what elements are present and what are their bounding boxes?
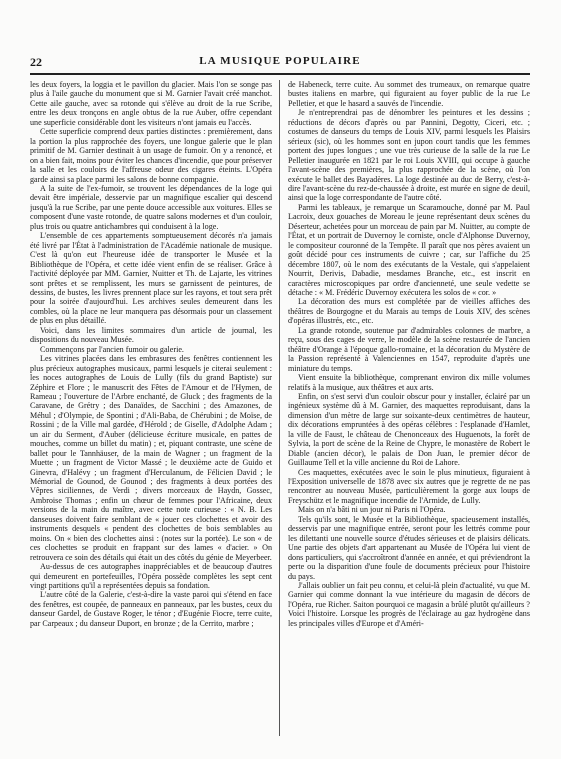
paragraph: Au-dessus de ces autographes inappréciables et de beaucoup d'autres qui demeurent en portefeuilles, l'Opéra possède complètes les sept cent vingt partitions qu'il a représentées depuis sa fondation. <box>30 562 272 591</box>
paragraph: Vient ensuite la bibliothèque, comprenant environ dix mille volumes relatifs à la musique, aux théâtres et aux arts. <box>288 373 530 392</box>
paragraph: La grande rotonde, soutenue par d'admirables colonnes de marbre, a reçu, sous des cages de verre, le modèle de la scène restaurée de l'ancien théâtre d'Orange à l'époque gallo-romaine, et la décoration du Mystère de la Passion représenté à Valenciennes en 1547, reproduite d'après une miniature du temps. <box>288 325 530 373</box>
paragraph: Parmi les tableaux, je remarque un Scaramouche, donné par M. Paul Lacroix, deux gouaches de Moreau le jeune représentant deux scènes du Déserteur, achetées pour un morceau de pain par M. Nuitter, au compte de l'État, et un portrait de Duvernoy le corniste, oncle d'Alphonse Duvernoy, le compositeur couronné de la Tempête. Il paraît que nos pères avaient un goût décidé pour ces instruments de cuivre ; car, sur l'affiche du 25 décembre 1807, où le nom des exécutants de la Vestale, qui s'appelaient Nourrit, Derivis, Dabadie, mesdames Branche, etc., est inscrit en caractères microscopiques par ordre d'ancienneté, une seule vedette se détache : « M. Frédéric Duvernoy exécutera les solos de « cor. » <box>288 202 530 297</box>
paragraph: Je n'entreprendrai pas de dénombrer les peintures et les dessins ; réductions de décors d'après ou par Pannini, Degotty, Ciceri, etc. ; costumes de danseurs du temps de Louis XIV, parmi lesquels les Plaisirs sérieux (sic), où les hommes sont en jupon court tandis que les femmes portent des jupes longues ; une vue très curieuse de la salle de la rue Le Pelletier inaugurée en 1821 par le roi Louis XVIII, qui occupe à gauche l'avant-scène des premières, la plus rapprochée de la scène, où l'on exécute le ballet des Bayadères. La loge destinée au duc de Berry, c'est-à-dire l'avant-scène du rez-de-chaussée à droite, est murée en signe de deuil, ainsi que la loge correspondante de l'autre côté. <box>288 108 530 203</box>
paragraph: A la suite de l'ex-fumoir, se trouvent les dépendances de la loge qui devait être impériale, desservie par un magnifique escalier qui descend jusqu'à la rue Scribe, par une pente douce accessible aux voitures. Elles se composent d'une vaste rotonde, de quatre salons modernes et d'un couloir, plus trois ou quatre antichambres qui conduisent à la loge. <box>30 183 272 231</box>
paragraph: J'allais oublier un fait peu connu, et celui-là plein d'actualité, vu que M. Garnier qui comme donnant la vue intérieure du magasin de décors de l'Opéra, rue Richer. Saiton pourquoi ce magasin a brûlé plutôt qu'ailleurs ? Voici l'histoire. Lorsque les progrès de l'éclairage au gaz hydrogène dans les principales villes d'Europe et d'Améri- <box>288 581 530 628</box>
paragraph: de Habeneck, terre cuite. Au sommet des trumeaux, on remarque quatre bustes italiens en marbre, qui figuraient au foyer public de la rue Le Pelletier, et que le hasard a sauvés de l'incendie. <box>288 80 530 108</box>
paragraph: Commençons par l'ancien fumoir ou galerie. <box>40 344 184 354</box>
paragraph: Tels qu'ils sont, le Musée et la Bibliothèque, spacieusement installés, desservis par une magnifique entrée, seront pour les lettrés comme pour les dilettanti une nouvelle source d'études sérieuses et de plaisirs délicats. Une partie des objets d'art appartenant au Musée de l'Opéra lui vient de dons particuliers, qui s'accroîtront d'année en année, et qui préviendront la perte ou la disparition d'une foule de documents précieux pour l'histoire du pays. <box>288 514 530 581</box>
page-number: 22 <box>30 55 42 69</box>
paragraph: Mais on n'a bâti ni un jour ni Paris ni l'Opéra. <box>298 505 446 515</box>
left-column <box>30 80 272 740</box>
column-divider <box>279 80 280 736</box>
paragraph: Les vitrines placées dans les embrasures des fenêtres contiennent les plus précieux autographes musicaux, parmi lesquels je citerai seulement : les noces autographes de Louis de Lully (fils du grand Baptiste) sur Zéphire et Flore ; le manuscrit des Fêtes de l'Amour et de l'Hymen, de Rameau ; l'ouverture de l'Arbre enchanté, de Gluck ; des fragments de la Caravane, de Grétry ; des Danaïdes, de Sacchini ; des Amazones, de Méhul ; d'Olympie, de Spontini ; d'Ali-Baba, de Chérubini ; de Moïse, de Rossini ; de la Ville mal gardée, d'Hérold ; de Giselle, d'Adolphe Adam ; un air du Serment, d'Auber (délicieuse écriture musicale, en pattes de mouches, comme un billet du matin) ; et, piquant contraste, une scène de ballet pour le Tannhäuser, de la main de Wagner ; un fragment de la Muette ; un fragment de Victor Massé ; le deuxième acte de Guido et Ginevra, d'Halévy ; un fragment d'Herculanum, de Félicien David ; le Mémorial de Gounod, de Gounod ; des fragments à deux portées des Vêpres siciliennes, de Verdi ; divers morceaux de Haydn, Gossec, Ambroise Thomas ; enfin un chœur de femmes pour l'Africaine, deux versions de la main du maître, avec cette note curieuse : « N. B. Les danseuses doivent faire semblant de « jouer ces clochettes et avoir des instruments desquels « pendent des clochettes de bois semblables au moins. On « bien des clochettes ainsi : (notes sur la portée). Le son « de ces clochettes se produit en frappant sur des lames « d'acier. » On retrouvera ce soin des détails qui était un des côtés du génie de Meyerbeer. <box>30 354 272 562</box>
paragraph: Voici, dans les limites sommaires d'un article de journal, les dispositions du nouveau Musée. <box>30 325 272 345</box>
journal-title: LA MUSIQUE POPULAIRE <box>199 55 361 67</box>
paragraph: L'ensemble de ces appartements somptueusement décorés n'a jamais été livré par l'État à l'administration de l'Académie nationale de musique. C'est là qu'on eut l'heureuse idée de transporter le Musée et la Bibliothèque de l'Opéra, et cette idée vient enfin de se réaliser. Grâce à l'activité déployée par MM. Garnier, Nuitter et Th. de Lajarte, les vitrines sont prêtes et se remplissent, les murs se garnissent de peintures, de dessins, de bustes, les livres prennent place sur les rayons, et tout sera prêt pour la soirée d'aujourd'hui. Les archives seules demeurent dans les combles, où la place ne leur manquera pas désormais pour un classement de plus en plus détaillé. <box>30 231 272 326</box>
page-header <box>30 55 530 71</box>
paragraph: Enfin, on s'est servi d'un couloir obscur pour y installer, éclairé par un ingénieux système dû à M. Garnier, des maquettes reproduisant, dans la dimension d'un mètre de large sur soixante-deux centimètres de hauteur, dix décorations empruntées à des opéras célèbres : l'esplanade d'Hamlet, la ville de Faust, le château de Chenonceaux des Huguenots, la forêt de Sylvia, la port de scène de la Reine de Chypre, le monastère de Robert le Diable (ancien décor), le palais de Don Juan, le premier décor de Guillaume Tell et la ville ancienne du Roi de Lahore. <box>288 391 530 468</box>
paragraph: les deux foyers, la loggia et le pavillon du glacier. Mais l'on se songe pas plus à l'aile gauche du monument que si M. Garnier l'avait créé manchot. Cette aile gauche, avec sa rotonde qui s'élève au droit de la rue Scribe, entre les deux tronçons en angle obtus de la rue Auber, offre cependant une superficie considérable dont les visiteurs n'ont jamais eu l'accès. <box>30 80 272 127</box>
right-column <box>288 80 530 740</box>
paragraph: Ces maquettes, exécutées avec le soin le plus minutieux, figuraient à l'Exposition universelle de 1878 avec six autres que je regrette de ne pas rencontrer au nouveau Musée, particulièrement la gorge aux loups de Freyschütz et le magnifique incendie de l'Armide, de Lully. <box>288 467 530 505</box>
paragraph: La décoration des murs est complétée par de vieilles affiches des théâtres de Bourgogne et du Marais au temps de Louis XIV, des scènes d'opéras illustrés, etc., etc. <box>288 297 530 326</box>
header-rule <box>30 73 530 75</box>
paragraph: L'autre côté de la Galerie, c'est-à-dire la vaste paroi qui s'étend en face des fenêtres, est coupée, de panneaux en panneaux, par les bustes, ceux du danseur Gardel, de Gustave Roger, le ténor ; d'Eugénie Fiocre, terre cuite, par Carpeaux ; du danseur Duport, en bronze ; de la Cerrito, marbre ; <box>30 590 272 628</box>
paragraph: Cette superficie comprend deux parties distinctes : premièrement, dans la portion la plus rapprochée des foyers, une longue galerie que le plan primitif de M. Garnier destinait à un usage de fumoir. On y a renoncé, et on a bien fait, moins pour éviter les chances d'incendie, que pour préserver la salle et les couloirs de l'affreuse odeur des cigares éteints. L'Opéra garde ainsi sa place parmi les salons de bonne compagnie. <box>30 127 272 184</box>
